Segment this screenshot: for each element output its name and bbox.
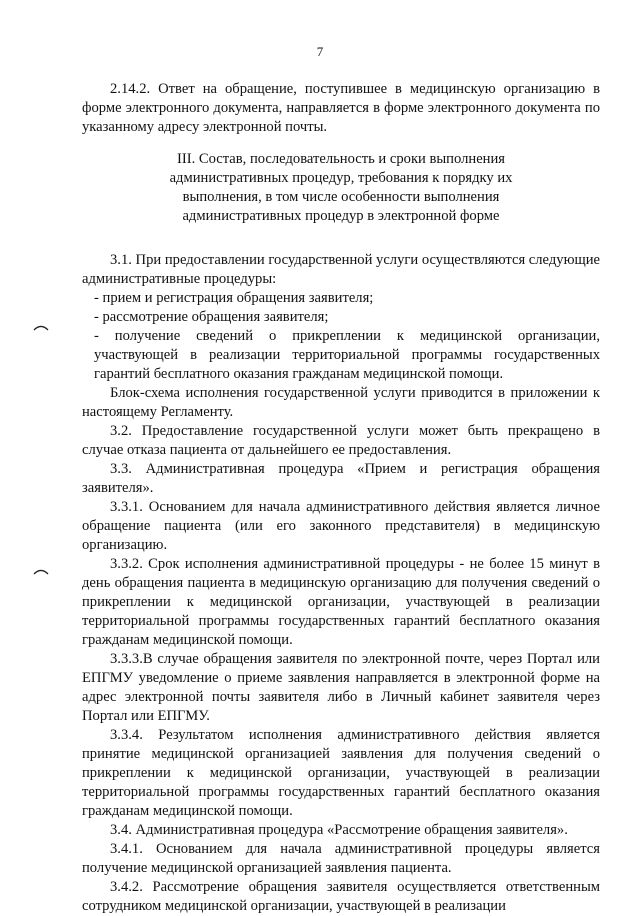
- paragraph-3-3-4: 3.3.4. Результатом исполнения административного действия является принятие медицинской организацией заявления для получения сведений о прикреплении к медицинской организации, участвующей в реализации территориальной программы государственных гарантий бесплатного оказания гражданам медицинской помощи.: [82, 727, 600, 819]
- section-heading: [82, 150, 600, 226]
- margin-mark: [33, 567, 49, 575]
- document-body: [82, 80, 600, 916]
- section-heading-line: III. Состав, последовательность и сроки выполнения: [176, 151, 506, 167]
- paragraph-3-3: 3.3. Административная процедура «Прием и регистрация обращения заявителя».: [82, 461, 600, 496]
- paragraph-3-2: 3.2. Предоставление государственной услуги может быть прекращено в случае отказа пациента от дальнейшего ее предоставления.: [82, 423, 600, 458]
- margin-mark: [33, 323, 49, 331]
- list-item: - рассмотрение обращения заявителя;: [94, 309, 329, 325]
- paragraph-2-14-2: 2.14.2. Ответ на обращение, поступившее в медицинскую организацию в форме электронного документа, направляется в форме электронного документа по указанному адресу электронной почты.: [82, 81, 600, 135]
- section-heading-line: административных процедур в электронной форме: [182, 208, 500, 224]
- paragraph-scheme: Блок-схема исполнения государственной услуги приводится в приложении к настоящему Регламенту.: [82, 385, 600, 420]
- page-number: 7: [316, 44, 324, 59]
- paragraph-3-1: 3.1. При предоставлении государственной услуги осуществляются следующие административные процедуры:: [82, 252, 600, 287]
- paragraph-3-3-3: 3.3.3.В случае обращения заявителя по электронной почте, через Портал или ЕПГМУ уведомление о приеме заявления направляется в электронной форме на адрес электронной почты заявителя либо в Личный кабинет заявителя через Портал или ЕПГМУ.: [82, 651, 600, 724]
- list-item: - прием и регистрация обращения заявителя;: [94, 290, 374, 306]
- paragraph-3-4-2: 3.4.2. Рассмотрение обращения заявителя осуществляется ответственным сотрудником медицинской организации, участвующей в реализации: [82, 879, 600, 914]
- paragraph-3-3-2: 3.3.2. Срок исполнения административной процедуры - не более 15 минут в день обращения пациента в медицинскую организацию для получения сведений о прикреплении к медицинской организации, участвующей в реализации территориальной программы государственных гарантий бесплатного оказания гражданам медицинской помощи.: [82, 556, 600, 648]
- paragraph-3-3-1: 3.3.1. Основанием для начала административного действия является личное обращение пациента (или его законного представителя) в медицинскую организацию.: [82, 499, 600, 553]
- section-heading-line: административных процедур, требования к порядку их: [169, 170, 513, 186]
- list-item: - получение сведений о прикреплении к медицинской организации, участвующей в реализации территориальной программы государственных гарантий бесплатного оказания гражданам медицинской помощи.: [94, 328, 600, 382]
- paragraph-3-4: 3.4. Административная процедура «Рассмотрение обращения заявителя».: [110, 822, 568, 838]
- paragraph-3-4-1: 3.4.1. Основанием для начала административной процедуры является получение медицинской организацией заявления пациента.: [82, 841, 600, 876]
- section-heading-line: выполнения, в том числе особенности выполнения: [182, 189, 500, 205]
